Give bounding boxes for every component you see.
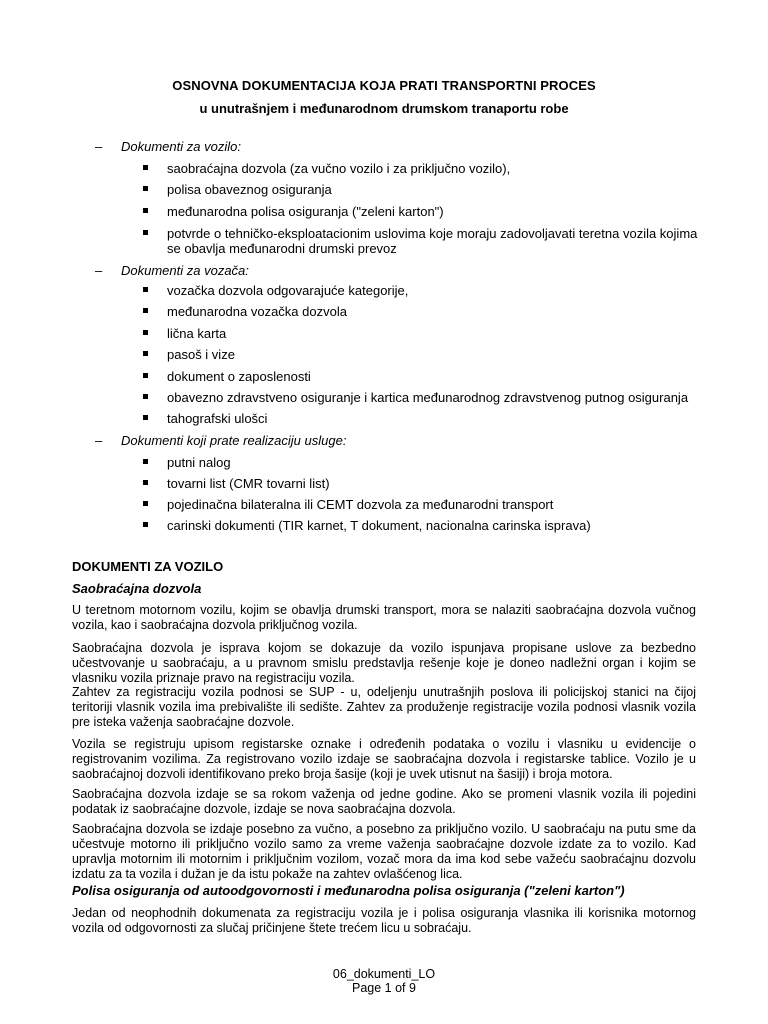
outline-section-service [95, 433, 346, 448]
list-item: polisa obaveznog osiguranja [143, 182, 703, 197]
bullet-square-icon [143, 373, 148, 378]
bullet-square-icon [143, 351, 148, 356]
list-item: potvrde o tehničko-eksploatacionim uslovima koje moraju zadovoljavati teretna vozila kojima se obavlja međunarodni drumski prevoz [143, 226, 703, 256]
paragraph: Jedan od neophodnih dokumenata za registraciju vozila je i polisa osiguranja vlasnika ili korisnika motornog vozila od odgovornosti za slučaj pričinjene štete trećem licu u sobraćaju. [72, 906, 696, 935]
list-item: međunarodna polisa osiguranja ("zeleni karton") [143, 204, 703, 219]
bullet-square-icon [143, 394, 148, 399]
list-item: tahografski ulošci [143, 411, 703, 426]
paragraph: U teretnom motornom vozilu, kojim se obavlja drumski transport, mora se nalaziti saobraćajna dozvola vučnog vozila, kao i saobraćajna dozvola priključnog vozila. [72, 603, 696, 632]
paragraph: Saobraćajna dozvola je isprava kojom se dokazuje da vozilo ispunjava propisane uslove za bezbedno učestvovanje u saobraćaju, a u pravnom smislu predstavlja rešenje koje je doneo nadležni organ i kojim se vlasniku vozila priznaje pravo na registraciju vozila. [72, 641, 696, 685]
list-item: putni nalog [143, 455, 703, 470]
bullet-square-icon [143, 459, 148, 464]
subheading-registration: Saobraćajna dozvola [72, 581, 202, 596]
outline-section-driver [95, 263, 249, 278]
section-label: Dokumenti za vozilo: [121, 139, 241, 154]
bullet-square-icon [143, 522, 148, 527]
list-item: saobraćajna dozvola (za vučno vozilo i za priključno vozilo), [143, 161, 703, 176]
bullet-square-icon [143, 480, 148, 485]
section-dash: – [95, 433, 103, 448]
outline-section-vehicle [95, 139, 241, 154]
section-label: Dokumenti koji prate realizaciju usluge: [121, 433, 347, 448]
bullet-square-icon [143, 230, 148, 235]
list-item: pasoš i vize [143, 347, 703, 362]
list-item: međunarodna vozačka dozvola [143, 304, 703, 319]
section-dash: – [95, 263, 103, 278]
bullet-square-icon [143, 186, 148, 191]
list-item: tovarni list (CMR tovarni list) [143, 476, 703, 491]
list-item: pojedinačna bilateralna ili CEMT dozvola za međunarodni transport [143, 497, 703, 512]
paragraph: Saobraćajna dozvola se izdaje posebno za vučno, a posebno za priključno vozilo. U saobraćaju na putu sme da učestvuje motorno ili priključno vozilo samo za vreme važenja saobraćajne dozvole izdate za to vozilo. Kad upravlja motornim ili motornim i priključnim vozilom, vozač mora da ima kod sebe važeću saobraćajnu dozvolu izdatu za ta vozila i dužan je da istu pokaže na zahtev ovlašćenog lica. [72, 822, 696, 881]
bullet-square-icon [143, 165, 148, 170]
section-dash: – [95, 139, 103, 154]
document-title: OSNOVNA DOKUMENTACIJA KOJA PRATI TRANSPORTNI PROCES [172, 78, 596, 93]
footer-page-number: Page 1 of 9 [352, 981, 416, 995]
section-label: Dokumenti za vozača: [121, 263, 249, 278]
bullet-square-icon [143, 308, 148, 313]
paragraph: Zahtev za registraciju vozila podnosi se SUP - u, odeljenju unutrašnjih poslova ili policijskoj stanici na čijoj teritoriji vlasnik vozila ima prebivalište ili sedište. Zahtev za produženje registracije vozila podnosi vlasnik vozila pre isteka važenja saobraćajne dozvole. [72, 685, 696, 729]
bullet-square-icon [143, 501, 148, 506]
bullet-square-icon [143, 330, 148, 335]
section-heading: DOKUMENTI ZA VOZILO [72, 559, 224, 574]
list-item: vozačka dozvola odgovarajuće kategorije, [143, 283, 703, 298]
footer-filename: 06_dokumenti_LO [332, 967, 436, 981]
document-subtitle: u unutrašnjem i međunarodnom drumskom tranaportu robe [199, 101, 569, 116]
page-footer [0, 967, 768, 995]
bullet-square-icon [143, 415, 148, 420]
paragraph: Vozila se registruju upisom registarske oznake i određenih podataka o vozilu i vlasniku u evidencije o registrovanim vozilima. Za registrovano vozilo izdaje se saobraćajna dozvola i registarske tablice. Vozilo je u saobraćajnoj dozvoli identifikovano preko broja šasije (koji je uvek utisnut na šasiji) i broja motora. [72, 737, 696, 781]
bullet-square-icon [143, 287, 148, 292]
list-item: dokument o zaposlenosti [143, 369, 703, 384]
subheading-insurance: Polisa osiguranja od autoodgovornosti i međunarodna polisa osiguranja ("zeleni karton") [72, 883, 625, 898]
bullet-square-icon [143, 208, 148, 213]
list-item: obavezno zdravstveno osiguranje i kartica međunarodnog zdravstvenog putnog osiguranja [143, 390, 703, 405]
list-item: carinski dokumenti (TIR karnet, T dokument, nacionalna carinska isprava) [143, 518, 703, 533]
paragraph: Saobraćajna dozvola izdaje se sa rokom važenja od jedne godine. Ako se promeni vlasnik vozila ili pojedini podatak iz saobraćajne dozvole, izdaje se nova saobraćajna dozvola. [72, 787, 696, 816]
list-item: lična karta [143, 326, 703, 341]
